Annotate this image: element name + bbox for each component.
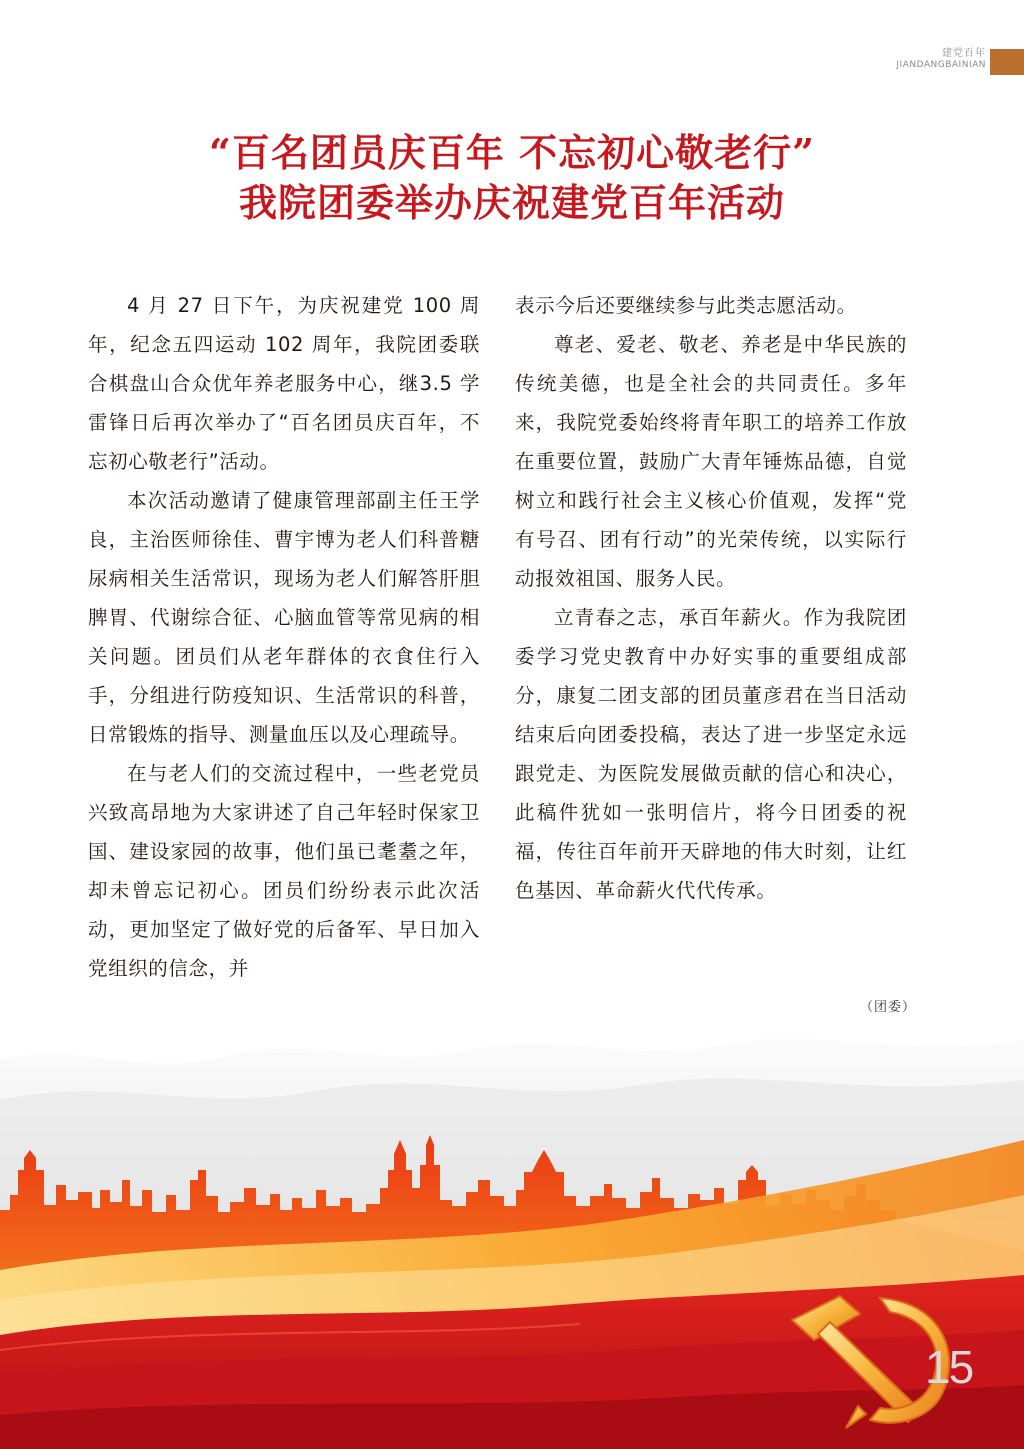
title-line-2: 我院团委举办庆祝建党百年活动 — [238, 180, 785, 225]
paragraph: 尊老、爱老、敬老、养老是中华民族的传统美德，也是全社会的共同责任。多年来，我院党委始终将青年职工的培养工作放在重要位置，鼓励广大青年锤炼品德，自觉树立和践行社会主义核心价值观，发挥“党有号召、团有行动”的光荣传统，以实际行动报效祖国、服务人民。 — [515, 333, 907, 590]
article-column-left — [88, 286, 480, 988]
section-header — [896, 48, 986, 70]
title-line-1: “百名团员庆百年 不忘初心敬老行” — [209, 130, 815, 175]
paragraph-continuation: 表示今后还要继续参与此类志愿活动。 — [515, 294, 857, 317]
section-name-cn: 建党百年 — [942, 48, 986, 59]
section-name-en: JIANDANGBAINIAN — [896, 59, 986, 70]
article-signature: （团委） — [860, 1000, 917, 1015]
paragraph: 本次活动邀请了健康管理部副主任王学良，主治医师徐佳、曹宇博为老人们科普糖尿病相关生活常识，现场为老人们解答肝胆脾胃、代谢综合征、心脑血管等常见病的相关问题。团员们从老年群体的衣食住行入手，分组进行防疫知识、生活常识的科普，日常锻炼的指导、测量血压以及心理疏导。 — [88, 489, 480, 746]
header-accent-bar — [990, 49, 1024, 75]
article-column-right — [515, 286, 907, 910]
article-title — [0, 128, 1024, 228]
paragraph: 4 月 27 日下午，为庆祝建党 100 周年，纪念五四运动 102 周年，我院团委联合棋盘山合众优年养老服务中心，继3.5 学雷锋日后再次举办了“百名团员庆百年，不忘初心敬老行”活动。 — [88, 294, 480, 473]
paragraph: 在与老人们的交流过程中，一些老党员兴致高昂地为大家讲述了自己年轻时保家卫国、建设家园的故事，他们虽已耄耋之年，却未曾忘记初心。团员们纷纷表示此次活动，更加坚定了做好党的后备军、早日加入党组织的信念，并 — [88, 762, 480, 980]
page-number: 15 — [925, 1341, 973, 1393]
paragraph: 立青春之志，承百年薪火。作为我院团委学习党史教育中办好实事的重要组成部分，康复二团支部的团员董彦君在当日活动结束后向团委投稿，表达了进一步坚定永远跟党走、为医院发展做贡献的信心和决心，此稿件犹如一张明信片，将今日团委的祝福，传往百年前开天辟地的伟大时刻，让红色基因、革命薪火代代传承。 — [515, 606, 907, 902]
